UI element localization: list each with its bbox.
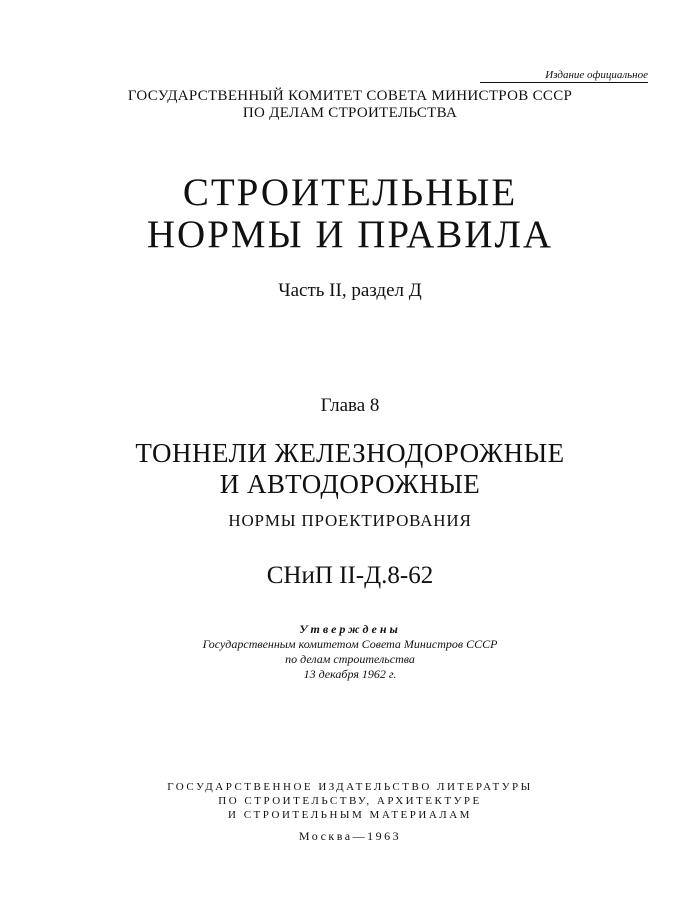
- chapter-number: Глава 8: [320, 395, 380, 416]
- approval-heading: Утверждены: [299, 622, 401, 636]
- approval-block: [0, 622, 700, 682]
- publisher-line-3: И СТРОИТЕЛЬНЫМ МАТЕРИАЛАМ: [228, 809, 472, 821]
- title-line-1: СТРОИТЕЛЬНЫЕ: [182, 171, 518, 214]
- edition-note: Издание официальное: [480, 69, 648, 83]
- chapter-title-line-1: ТОННЕЛИ ЖЕЛЕЗНОДОРОЖНЫЕ: [135, 438, 565, 468]
- committee-line-1: ГОСУДАРСТВЕННЫЙ КОМИТЕТ СОВЕТА МИНИСТРОВ СССР: [127, 88, 573, 104]
- part-section: Часть II, раздел Д: [278, 280, 422, 301]
- chapter-title: [0, 438, 700, 500]
- chapter-subtitle: НОРМЫ ПРОЕКТИРОВАНИЯ: [228, 511, 472, 530]
- approval-date: 13 декабря 1962 г.: [303, 667, 397, 681]
- committee-line-2: ПО ДЕЛАМ СТРОИТЕЛЬСТВА: [242, 105, 458, 121]
- approval-line-2: по делам строительства: [285, 652, 415, 666]
- approval-line-1: Государственным комитетом Совета Министров СССР: [202, 637, 498, 651]
- title-line-2: НОРМЫ И ПРАВИЛА: [146, 213, 554, 256]
- publisher-line-1: ГОСУДАРСТВЕННОЕ ИЗДАТЕЛЬСТВО ЛИТЕРАТУРЫ: [167, 781, 533, 793]
- city-year: Москва—1963: [298, 829, 402, 843]
- document-code: СНиП II-Д.8-62: [266, 562, 434, 589]
- committee-header: [0, 88, 700, 122]
- publisher-line-2: ПО СТРОИТЕЛЬСТВУ, АРХИТЕКТУРЕ: [218, 795, 482, 807]
- chapter-title-line-2: И АВТОДОРОЖНЫЕ: [219, 469, 481, 499]
- publisher-block: [0, 780, 700, 822]
- document-title: [0, 172, 700, 256]
